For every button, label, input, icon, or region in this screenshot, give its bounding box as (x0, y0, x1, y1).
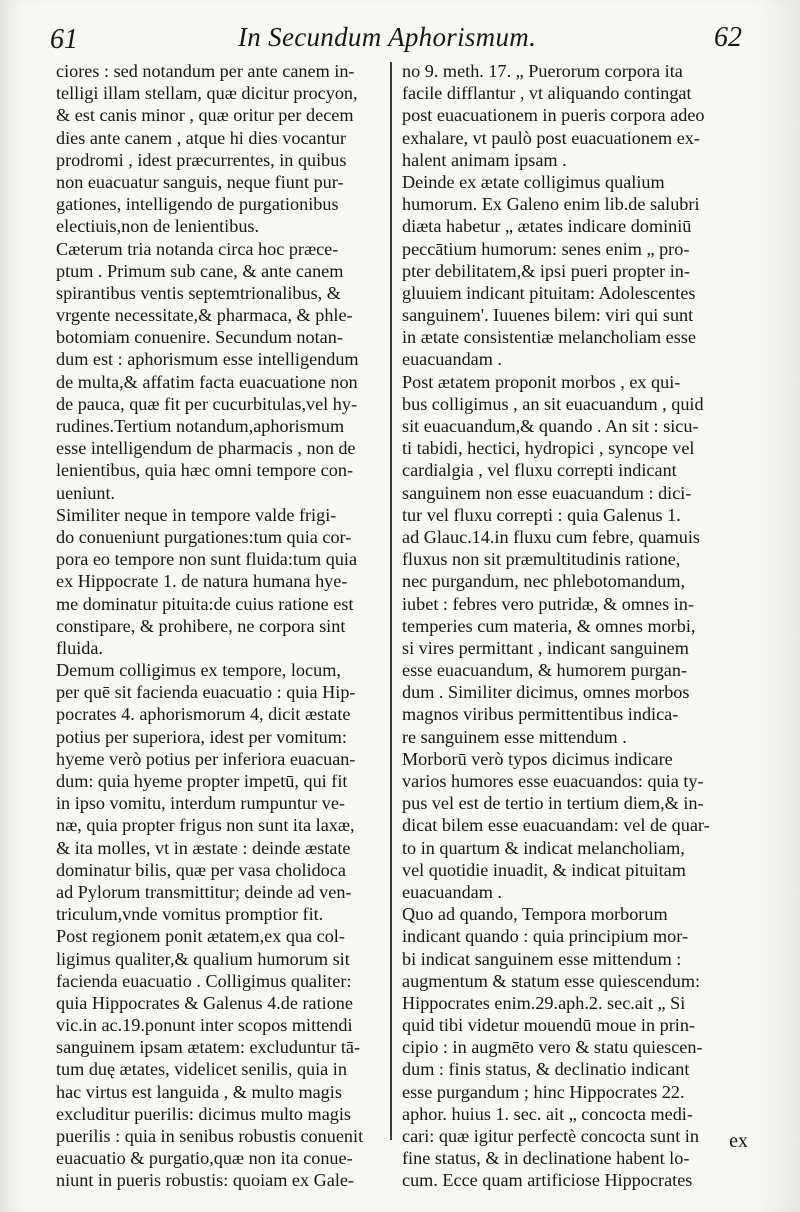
text-line: Demum colligimus ex tempore, locum, (56, 660, 341, 681)
text-line: Post regionem ponit ætatem,ex qua col- (56, 926, 345, 947)
text-line: augmentum & statum esse quiescendum: (402, 970, 701, 991)
text-line: potius per superiora, idest per vomitum: (56, 726, 347, 747)
text-line: dum : finis status, & declinatio indicant (402, 1059, 690, 1080)
text-line: to in quartum & indicat melancholiam, (402, 837, 685, 858)
text-line: & ita molles, vt in æstate : deinde æstate (56, 837, 351, 858)
text-line: cari: quæ igitur perfectè concocta sunt in (402, 1126, 699, 1146)
text-line: diæta habetur „ ætates indicare dominiū (402, 216, 692, 237)
text-line: sanguinem'. Iuuenes bilem: viri qui sunt (402, 305, 694, 326)
text-line: euacuandam . (402, 881, 502, 902)
text-line: dum: quia hyeme propter impetū, qui fit (56, 771, 348, 791)
text-line: peccātium humorum: senes enim „ pro- (402, 238, 690, 259)
text-line: pus vel est de tertio in tertium diem,& in- (402, 793, 704, 814)
text-line: bus colligimus , an sit euacuandum , quid (402, 393, 704, 414)
text-line: Quo ad quando, Tempora morborum (402, 904, 668, 925)
text-line: ciores : sed notandum per ante canem in- (56, 61, 355, 81)
text-line: sanguinem ipsam ætatem: excluduntur tā- (56, 1037, 361, 1058)
text-line: nec purgandum, nec phlebotomandum, (402, 571, 686, 592)
text-line: vel quotidie inuadit, & indicat pituitam (402, 859, 686, 880)
text-line: esse euacuandum, & humorem purgan- (402, 660, 688, 681)
left-text-column (56, 60, 382, 1192)
text-line: dum est : aphorismum esse intelligendum (56, 349, 359, 370)
text-line: næ, quia propter frigus non sunt ita laxæ, (56, 815, 355, 836)
text-line: puerilis : quia in senibus robustis conuenit (56, 1126, 364, 1146)
text-line: dies ante canem , atque hi dies vocantur (56, 127, 346, 148)
page-edge-shadow (754, 0, 800, 1212)
text-line: no 9. meth. 17. „ Puerorum corpora ita (402, 61, 683, 81)
text-line: dum . Similiter dicimus, omnes morbos (402, 682, 690, 703)
text-line: ex Hippocrate 1. de natura humana hye- (56, 571, 348, 592)
text-line: Post ætatem proponit morbos , ex qui- (402, 371, 681, 392)
text-line: electiuis,non de lenientibus. (56, 216, 260, 237)
text-line: ptum . Primum sub cane, & ante canem (56, 260, 344, 281)
text-line: pora eo tempore non sunt fluida:tum quia (56, 549, 358, 570)
text-line: esse intelligendum de pharmacis , non de (56, 438, 356, 459)
text-line: de multa,& affatim facta euacuatione non (56, 371, 358, 392)
text-line: esse purgandum ; hinc Hippocrates 22. (402, 1081, 685, 1102)
text-line: fluxus non sit præmultitudinis ratione, (402, 549, 681, 570)
text-line: ti tabidi, hectici, hydropici , syncope vel (402, 438, 695, 459)
text-line: spirantibus ventis septemtrionalibus, & (56, 282, 341, 303)
running-title: In Secundum Aphorismum. (238, 22, 537, 52)
text-line: me dominatur pituita:de cuius ratione est (56, 593, 354, 614)
right-text-column (402, 60, 754, 1192)
text-line: quid tibi videtur mouendū moue in prin- (402, 1015, 695, 1036)
page-number-left: 61 (50, 24, 78, 55)
text-line: gationes, intelligendo de purgationibus (56, 194, 339, 215)
text-line: re sanguinem esse mittendum . (402, 726, 627, 747)
text-line: tum duę ætates, videlicet senilis, quia in (56, 1059, 347, 1080)
text-line: Similiter neque in tempore valde frigi- (56, 504, 337, 525)
text-line: si vires permittant , indicant sanguinem (402, 637, 689, 658)
text-line: dicat bilem esse euacuandam: vel de quar- (402, 815, 710, 836)
text-line: niunt in pueris robustis: quoiam ex Gale- (56, 1170, 355, 1191)
text-line: cum. Ecce quam artificiose Hippocrates (402, 1170, 693, 1191)
text-line: iubet : febres vero putridæ, & omnes in- (402, 593, 694, 614)
text-line: aphor. huius 1. sec. ait „ concocta medi- (402, 1103, 693, 1124)
text-line: humorum. Ex Galeno enim lib.de salubri (402, 194, 700, 215)
text-line: per quē sit facienda euacuatio : quia Hip- (56, 682, 356, 703)
text-line: exhalare, vt paulò post euacuationem ex- (402, 127, 700, 148)
text-line: prodromi , idest præcurrentes, in quibus (56, 149, 347, 170)
text-line: post euacuationem in pueris corpora adeo (402, 105, 705, 126)
running-head (38, 22, 742, 58)
text-line: in ætate consistentiæ melancholiam esse (402, 327, 696, 348)
text-line: Deinde ex ætate colligimus qualium (402, 171, 665, 192)
text-line: fine status, & in declinatione habent lo- (402, 1148, 690, 1169)
text-line: facienda euacuatio . Colligimus qualiter: (56, 970, 352, 991)
text-line: hac virtus est languida , & multo magis (56, 1081, 342, 1102)
text-line: constipare, & prohibere, ne corpora sint (56, 615, 346, 636)
text-line: ueniunt. (56, 482, 116, 503)
text-line: dominatur bilis, quæ per vasa cholidoca (56, 859, 346, 880)
column-divider (390, 62, 392, 1140)
page-number-right: 62 (714, 22, 742, 53)
text-line: cardialgia , vel fluxu correpti indicant (402, 460, 677, 481)
text-line: botomiam conuenire. Secundum notan- (56, 327, 343, 348)
text-line: indicant quando : quia principium mor- (402, 926, 689, 947)
text-line: vic.in ac.19.ponunt inter scopos mittendi (56, 1015, 353, 1036)
text-line: tur vel fluxu correpti : quia Galenus 1. (402, 504, 681, 525)
text-line: gluuiem indicant pituitam: Adolescentes (402, 282, 696, 303)
text-line: quia Hippocrates & Galenus 4.de ratione (56, 992, 353, 1013)
text-line: euacuatio & purgatio,quæ non ita conue- (56, 1148, 353, 1169)
text-line: de pauca, quæ fit per cucurbitulas,vel hy- (56, 393, 357, 414)
text-line: temperies cum materia, & omnes morbi, (402, 615, 696, 636)
text-line: excluditur puerilis: dicimus multo magis (56, 1103, 352, 1124)
text-line: do conueniunt purgationes:tum quia cor- (56, 526, 352, 547)
text-line: pter debilitatem,& ipsi pueri propter in- (402, 260, 690, 281)
text-line: rudines.Tertium notandum,aphorismum (56, 416, 345, 436)
text-line: Hippocrates enim.29.aph.2. sec.ait „ Si (402, 992, 686, 1013)
text-line: & est canis minor , quæ oritur per decem (56, 105, 354, 126)
text-line: facile difflantur , vt aliquando contingat (402, 83, 692, 104)
text-line: sit euacuandum,& quando . An sit : sicu- (402, 416, 699, 436)
text-line: halent animam ipsam . (402, 149, 567, 170)
text-line: cipio : in augmēto vero & statu quiescen- (402, 1037, 703, 1058)
text-line: ad Pylorum transmittitur; deinde ad ven- (56, 881, 352, 902)
text-line: ad Glauc.14.in fluxu cum febre, quamuis (402, 526, 700, 547)
text-line: lenientibus, quia hæc omni tempore con- (56, 460, 353, 481)
text-line: hyeme verò potius per inferiora euacuan- (56, 748, 356, 769)
text-line: Morborū verò typos dicimus indicare (402, 748, 673, 769)
text-line: pocrates 4. aphorismorum 4, dicit æstate (56, 704, 351, 725)
text-line: non euacuatur sanguis, neque fiunt pur- (56, 171, 344, 192)
text-line: in ipso vomitu, interdum rumpuntur ve- (56, 793, 345, 814)
text-line: varios humores esse euacuandos: quia ty- (402, 771, 704, 791)
text-line: Cæterum tria notanda circa hoc præce- (56, 238, 339, 259)
text-line: bi indicat sanguinem esse mittendum : (402, 948, 682, 969)
text-line: fluida. (56, 637, 103, 658)
catchword: ex (729, 1130, 748, 1152)
text-line: vrgente necessitate,& pharmaca, & phle- (56, 305, 353, 326)
text-line: magnos viribus permittentibus indica- (402, 704, 679, 725)
text-line: telligi illam stellam, quæ dicitur procyon, (56, 83, 358, 104)
text-line: ligimus qualiter,& qualium humorum sit (56, 948, 350, 969)
text-line: euacuandam . (402, 349, 502, 370)
text-line: triculum,vnde vomitus promptior fit. (56, 904, 324, 925)
text-line: sanguinem non esse euacuandum : dici- (402, 482, 692, 503)
